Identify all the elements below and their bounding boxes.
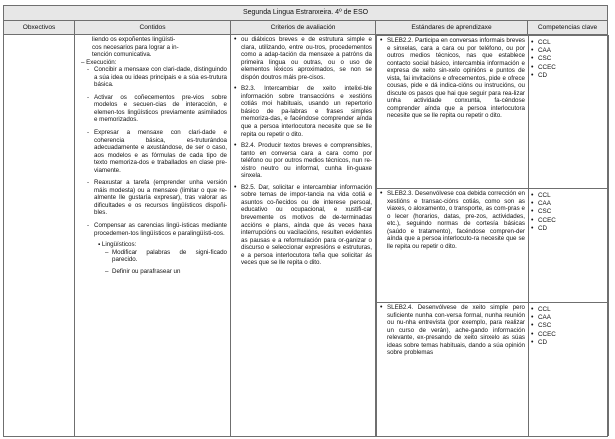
list-item: - Activar os coñecementos pre-vios sobre modelos e secuen-cias de interacción, e elemen-tos lingüísticos previamente asimilados e memorizados.: [86, 94, 227, 124]
competence-item: • CSC: [531, 322, 606, 330]
competence-item: • CSC: [531, 208, 606, 216]
competences-row-3: [529, 303, 609, 436]
standard-sleb2-2: • SLEB2.2. Participa en conversas informais breves e sinxelas, cara a cara ou por teléfono, ou por outros medios técnicos, nas que establece contacto social básico, intercambia información e expresa de xeito sin-xelo opinións e puntos de vista, fai invitacións e ofrecementos, pide e ofrece cousas, pide e dá indica-cións ou instrucións, ou discute os pasos que hai que seguir para rea-lizar unha actividade conxunta, fa-céndose comprender aínda que a persoa interlocutora necesite que se lle repita ou repetir o dito.: [380, 37, 525, 120]
standard-row-3: [377, 303, 529, 436]
header-objectives: Obxectivos: [4, 21, 75, 35]
competence-item: • CD: [531, 72, 606, 80]
standard-row-2: [377, 189, 529, 303]
standard-sleb2-4: • SLEB2.4. Desenvólvese de xeito simple pero suficiente nunha con-versa formal, nunha reunión ou nu-nha entrevista (por exemplo, para realizar un curso de verán), ache-gando información relevante, ex-presando de xeito sinxelo as súas ideas sobre temas habituais, dando a súa opinión sobre problemas: [380, 304, 525, 357]
competence-item: • CCEC: [531, 331, 606, 339]
competences-row-2: [529, 189, 609, 303]
competence-item: • CCL: [531, 192, 606, 200]
competence-item: • CD: [531, 225, 606, 233]
header-criteria: Criterios de avaliación: [231, 21, 376, 35]
list-item: - Reaxustar a tarefa (emprender unha versión máis modesta) ou a mensaxe (limitar o que re-almente lle gustaría expresar), tras valorar as dificultades e os recursos lingüísticos dispoñi-bles.: [86, 179, 227, 217]
execution-label: – Execución:: [81, 58, 117, 66]
list-item: – Modificar palabras de signi-ficado parecido.: [104, 249, 227, 264]
header-competences: Competencias clave: [528, 21, 608, 35]
linguistic-label: ▪ Lingüísticos:: [98, 241, 137, 249]
standards-table: [376, 35, 609, 436]
standard-row-1: [377, 36, 529, 189]
competence-item: • CD: [531, 339, 606, 347]
competence-item: • CCEC: [531, 64, 606, 72]
list-item: - Expresar a mensaxe con clari-dade e coherencia básica, es-truturándoa adecuadamente e axustándose, de ser o caso, aos modelos e as fórmulas de cada tipo de texto memoriza-dos e traballados en clase pre-viamente.: [86, 129, 227, 174]
contents-intro: liendo os expoñentes lingüísti- cos necesarios para lograr a in- tención comunicativa.: [92, 36, 179, 59]
contents-cell: [75, 35, 231, 437]
competence-item: • CAA: [531, 200, 606, 208]
list-item: - Concibir a mensaxe con clari-dade, distinguindo a súa idea ou ideas principais e a súa es-trutura básica.: [86, 66, 227, 89]
curriculum-table: [3, 5, 608, 437]
criteria-list: [234, 36, 372, 267]
competence-item: • CCEC: [531, 217, 606, 225]
table-title: Segunda Lingua Estranxeira. 4º de ESO: [4, 6, 608, 21]
competences-row-1: [529, 36, 609, 189]
criteria-cell: [231, 35, 376, 437]
execution-list: [78, 66, 227, 237]
criterion-b25: • B2.5. Dar, solicitar e intercambiar información sobre temas de impor-tancia na vida cotiá e asuntos co-ñecidos ou de interese persoal, educativo ou ocupacional, e xustifi-car brevemente os motivos de de-terminadas accións e plans, aínda que ás veces haxa interrupcións ou vacilacións, resulten evidentes as pausas e a reformulación para or-ganizar o discurso e seleccionar expresións e estruturas, e a persoa interlocutora teña que solicitar ás veces que se lle repita o dito.: [234, 184, 372, 267]
competence-item: • CAA: [531, 47, 606, 55]
header-standards: Estándares de aprendizaxe: [376, 21, 528, 35]
standards-competences-cell: [376, 35, 608, 437]
competence-item: • CSC: [531, 55, 606, 63]
objectives-cell: [4, 35, 75, 437]
criterion-b24: • B2.4. Producir textos breves e comprensibles, tanto en conversa cara a cara como por teléfono ou por outros medios técnicos, nun re-xistro neutro ou informal, cunha lin-guaxe sinxela.: [234, 142, 372, 180]
criterion-b23: • B2.3. Intercambiar de xeito intelixi-ble información sobre transaccións e xestións cotiás moi habituais, usando un repertorio básico de pa-labras e frases simples memoriza-das, e facéndose comprender aínda que a persoa interlocutora necesite que se lle repita ou repetir o dito.: [234, 85, 372, 138]
competence-item: • CCL: [531, 306, 606, 314]
competence-item: • CCL: [531, 39, 606, 47]
criterion-b22-continued: • ou diálxicos breves e de estrutura simple e clara, utilizando, entre ou-tros, procedementos como a adap-tación da mensaxe a patróns da primeira lingua ou outras, ou o uso de elementos léxicos aproximados, se non se dispón doutros máis pre-cisos.: [234, 36, 372, 81]
competence-item: • CAA: [531, 314, 606, 322]
list-item: - Compensar as carencias lingü-ísticas mediante procedemen-tos lingüísticos e paralingüísti-cos.: [86, 222, 227, 237]
header-contents: Contidos: [75, 21, 231, 35]
linguistic-list: [78, 249, 227, 276]
standard-sleb2-3: • SLEB2.3. Desenvólvese coa debida corrección en xestións e transac-cións cotiás, como son as viaxes, o aloxamento, o transporte, as com-pras e o lecer (horarios, datas, pre-zos, actividades, etc.), seguindo normas de cortesía básicas (saúdo e tratamento), facéndose compren-der aínda que a persoa interlocuto-ra necesite que se lle repita ou repetir o dito.: [380, 190, 525, 250]
list-item: – Definir ou parafrasear un: [104, 268, 227, 276]
